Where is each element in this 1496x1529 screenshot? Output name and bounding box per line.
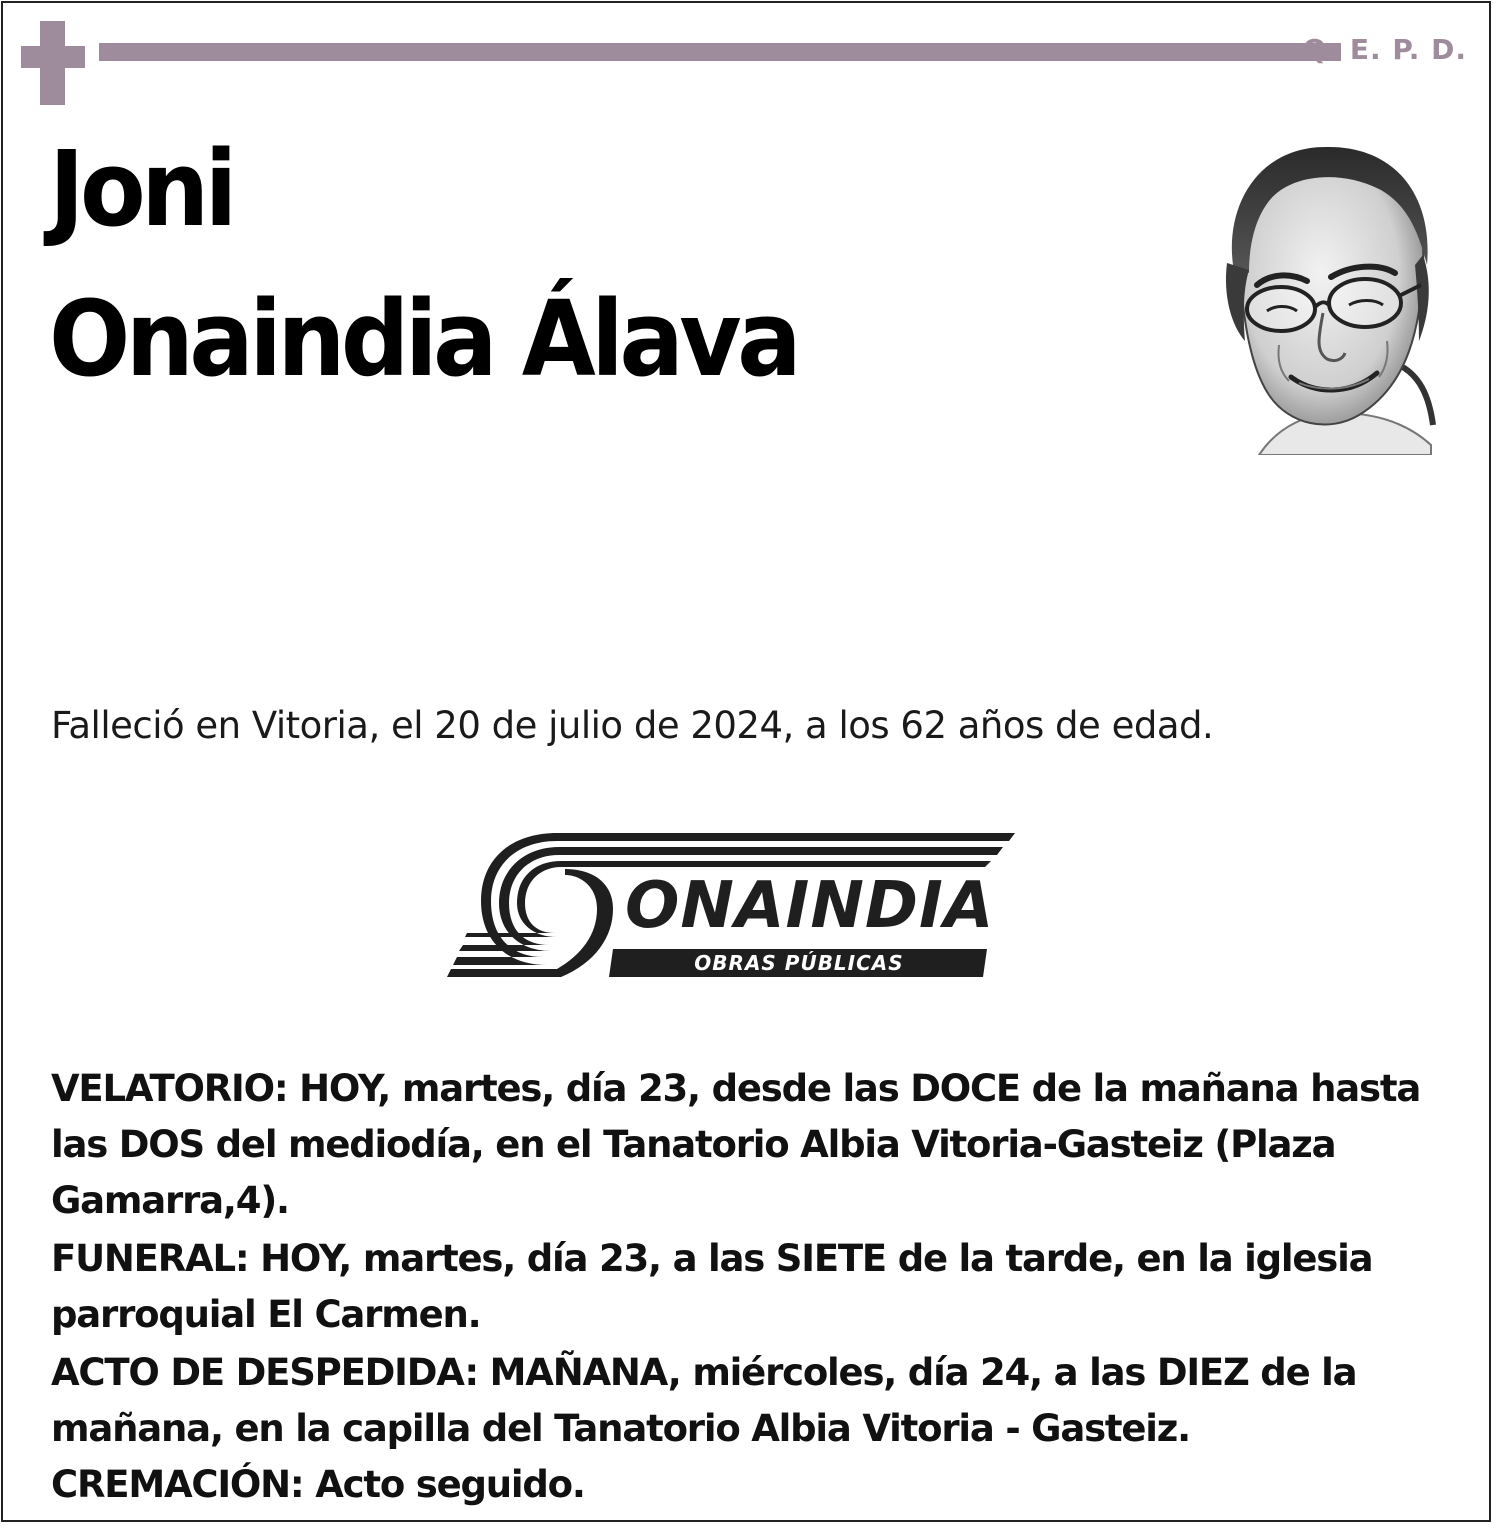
- logo-name: ONAINDIA: [625, 869, 995, 943]
- logo-subtitle: OBRAS PÚBLICAS: [694, 951, 904, 975]
- death-notice: Falleció en Vitoria, el 20 de julio de 2024, a los 62 años de edad.: [51, 704, 1214, 747]
- qepd-label: Q. E. P. D.: [1302, 33, 1467, 66]
- service-details: [51, 1061, 1461, 1515]
- onaindia-logo-mark: [447, 829, 1019, 981]
- portrait-photo: [1219, 145, 1451, 455]
- farewell-details: ACTO DE DESPEDIDA: MAÑANA, miércoles, día 24, a las DIEZ de la mañana, en la capilla del Tanatorio Albia Vitoria - Gasteiz.: [51, 1351, 1357, 1450]
- obituary-card: [1, 1, 1491, 1522]
- cremation-details: CREMACIÓN: Acto seguido.: [51, 1463, 585, 1506]
- surnames: Onaindia Álava: [49, 278, 798, 400]
- header-rule: [99, 43, 1341, 61]
- deceased-name: [49, 128, 862, 400]
- funeral-details: FUNERAL: HOY, martes, día 23, a las SIETE de la tarde, en la iglesia parroquial El Carmen.: [51, 1237, 1373, 1336]
- first-name: Joni: [49, 128, 233, 250]
- latin-cross-icon: [21, 21, 85, 105]
- company-logo: [447, 829, 1019, 981]
- wake-details: VELATORIO: HOY, martes, día 23, desde las DOCE de la mañana hasta las DOS del mediodía, en el Tanatorio Albia Vitoria-Gasteiz (Plaza Gamarra,4).: [51, 1067, 1421, 1222]
